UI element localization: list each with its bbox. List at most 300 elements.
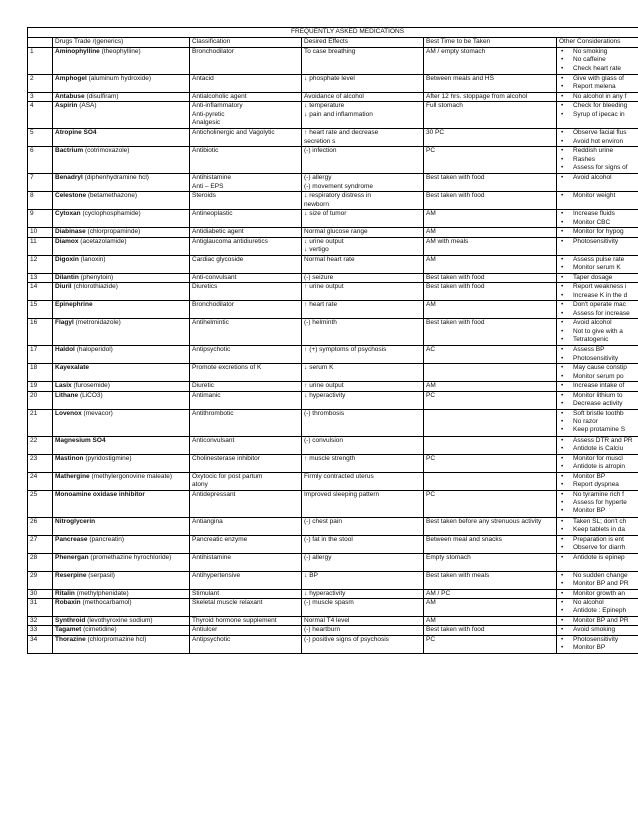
drug-generic-name: (disulfiram) bbox=[86, 93, 119, 100]
table-row bbox=[28, 283, 638, 301]
consideration-item: • No alcohol bbox=[559, 599, 638, 607]
row-number: 27 bbox=[28, 535, 53, 553]
drug-generic-name: (pyridostigmine) bbox=[85, 454, 132, 462]
desired-effects-cell bbox=[302, 301, 424, 319]
other-considerations-cell bbox=[557, 273, 638, 282]
classification-line: Antiangina bbox=[192, 517, 223, 525]
row-number: 3 bbox=[28, 93, 53, 102]
drug-name-cell bbox=[53, 301, 190, 319]
desired-effects-cell bbox=[302, 626, 424, 635]
row-number: 17 bbox=[28, 346, 53, 364]
consideration-item: • Assess for hyperte bbox=[559, 499, 638, 507]
drug-generic-name: (cyclophosphamide) bbox=[82, 210, 141, 218]
classification-line: Diuretic bbox=[192, 382, 215, 390]
drug-generic-name: (LiCO3) bbox=[79, 391, 103, 399]
table-row bbox=[28, 255, 638, 273]
desired-effects-cell bbox=[302, 535, 424, 553]
classification-line: Antithrombotic bbox=[192, 409, 234, 417]
effect-line bbox=[304, 473, 421, 481]
consideration-item: • Syrup of ipecac in bbox=[559, 111, 638, 119]
effect-line bbox=[304, 147, 421, 155]
consideration-item: • No caffeine bbox=[559, 56, 638, 64]
drug-trade-name: Bactrium bbox=[55, 147, 84, 155]
classification-cell bbox=[190, 283, 302, 301]
classification-cell bbox=[190, 210, 302, 228]
table-row bbox=[28, 174, 638, 192]
best-time-cell: Best taken with food bbox=[424, 626, 557, 635]
desired-effects-cell bbox=[302, 472, 424, 490]
effect-line bbox=[304, 301, 421, 309]
arrow-down-icon: ↓ bbox=[304, 210, 308, 218]
classification-line: Pancreatic enzyme bbox=[192, 535, 248, 543]
effect-line bbox=[304, 138, 421, 146]
drug-generic-name: (cotrimoxazole) bbox=[85, 147, 130, 155]
effect-line bbox=[304, 572, 421, 580]
classification-cell bbox=[190, 617, 302, 626]
header-best-time: Best Time to be Taken bbox=[424, 38, 557, 48]
consideration-item: • No tyramine rich f bbox=[559, 491, 638, 499]
classification-cell bbox=[190, 535, 302, 553]
drug-trade-name: Diamox bbox=[55, 237, 79, 245]
row-number: 33 bbox=[28, 626, 53, 635]
drug-trade-name: Cytoxan bbox=[55, 210, 81, 218]
drug-name-cell bbox=[53, 147, 190, 174]
row-number: 10 bbox=[28, 228, 53, 237]
other-considerations-cell bbox=[557, 346, 638, 364]
drug-trade-name: Magnesium SO4 bbox=[55, 436, 106, 444]
effect-text: serum K bbox=[309, 364, 334, 372]
effect-line bbox=[304, 238, 421, 246]
drug-trade-name: Dilantin bbox=[55, 273, 79, 281]
table-row bbox=[28, 535, 638, 553]
classification-line: Cholinesterase inhibitor bbox=[192, 454, 260, 462]
table-row bbox=[28, 454, 638, 472]
row-number: 26 bbox=[28, 517, 53, 535]
classification-cell bbox=[190, 192, 302, 210]
classification-cell bbox=[190, 129, 302, 147]
table-row bbox=[28, 75, 638, 93]
consideration-item: • Monitor CBC bbox=[559, 219, 638, 227]
effect-text: temperature bbox=[309, 102, 345, 110]
effect-line bbox=[304, 111, 421, 119]
effect-text: (-) convulsion bbox=[304, 436, 344, 444]
row-number: 1 bbox=[28, 48, 53, 75]
desired-effects-cell bbox=[302, 391, 424, 409]
best-time-cell: Full stomach bbox=[424, 102, 557, 129]
effect-text: urine output bbox=[309, 237, 344, 245]
consideration-item: • Avoid smoking bbox=[559, 626, 638, 634]
classification-line: Antimanic bbox=[192, 391, 221, 399]
classification-line: Antihistamine bbox=[192, 553, 232, 561]
classification-cell bbox=[190, 147, 302, 174]
consideration-item: • Photosensitivity bbox=[559, 355, 638, 363]
drug-trade-name: Haldol bbox=[55, 346, 75, 354]
drug-name-cell bbox=[53, 129, 190, 147]
other-considerations-cell bbox=[557, 283, 638, 301]
row-number: 23 bbox=[28, 454, 53, 472]
classification-cell bbox=[190, 301, 302, 319]
desired-effects-cell bbox=[302, 93, 424, 102]
best-time-cell: Best taken before any strenuous activity bbox=[424, 517, 557, 535]
drug-name-cell bbox=[53, 283, 190, 301]
drug-name-cell bbox=[53, 535, 190, 553]
other-considerations-cell bbox=[557, 589, 638, 598]
row-number: 18 bbox=[28, 364, 53, 382]
drug-name-cell bbox=[53, 228, 190, 237]
row-number: 7 bbox=[28, 174, 53, 192]
drug-generic-name: (mevacor) bbox=[83, 409, 113, 417]
drug-generic-name: (promethazine hyrochloride) bbox=[90, 553, 172, 561]
best-time-cell: AC bbox=[424, 346, 557, 364]
consideration-item: • May cause constip bbox=[559, 364, 638, 372]
classification-line: Antineoplastic bbox=[192, 210, 233, 218]
effect-line bbox=[304, 536, 421, 544]
desired-effects-cell bbox=[302, 346, 424, 364]
row-number: 25 bbox=[28, 490, 53, 517]
best-time-cell: Best taken with food bbox=[424, 319, 557, 346]
desired-effects-cell bbox=[302, 553, 424, 571]
best-time-cell: Best taken with food bbox=[424, 273, 557, 282]
arrow-down-icon: ↓ bbox=[304, 589, 308, 597]
drug-name-cell bbox=[53, 553, 190, 571]
row-number: 9 bbox=[28, 210, 53, 228]
classification-line: Anti – EPS bbox=[192, 182, 224, 190]
classification-line: Steroids bbox=[192, 192, 216, 200]
drug-generic-name: (lanoxin) bbox=[80, 255, 106, 263]
table-row bbox=[28, 382, 638, 391]
drug-name-cell bbox=[53, 273, 190, 282]
classification-line: Antiglaucoma antidiuretics bbox=[192, 237, 268, 245]
other-considerations-cell bbox=[557, 319, 638, 346]
consideration-item: • Avoid hot environ bbox=[559, 138, 638, 146]
consideration-item: • Soft bristle toothb bbox=[559, 410, 638, 418]
effect-line bbox=[304, 518, 421, 526]
drug-name-cell bbox=[53, 255, 190, 273]
classification-line: Antidepressant bbox=[192, 490, 236, 498]
consideration-item: • Decrease activity bbox=[559, 400, 638, 408]
table-row bbox=[28, 409, 638, 436]
other-considerations-cell bbox=[557, 237, 638, 255]
drug-name-cell bbox=[53, 391, 190, 409]
consideration-item: • Increase K in the d bbox=[559, 292, 638, 300]
best-time-cell: Empty stomach bbox=[424, 553, 557, 571]
desired-effects-cell bbox=[302, 454, 424, 472]
best-time-cell: AM with meals bbox=[424, 237, 557, 255]
consideration-item: • Increase fluids bbox=[559, 210, 638, 218]
medications-table bbox=[27, 27, 638, 654]
consideration-item: • Photosensitivity bbox=[559, 636, 638, 644]
table-row bbox=[28, 129, 638, 147]
desired-effects-cell bbox=[302, 436, 424, 454]
consideration-item: • Report weakness i bbox=[559, 283, 638, 291]
header-other-considerations: Other Considerations bbox=[557, 38, 638, 48]
drug-name-cell bbox=[53, 635, 190, 653]
drug-generic-name: (ASA) bbox=[79, 102, 97, 110]
effect-line bbox=[304, 48, 421, 56]
drug-trade-name: Mathergine bbox=[55, 472, 90, 480]
consideration-item: • Monitor BP and PR bbox=[559, 617, 638, 625]
effect-text: (-) fat in the stool bbox=[304, 535, 353, 543]
effect-line bbox=[304, 491, 421, 499]
consideration-item: • Keep protamine S bbox=[559, 426, 638, 434]
table-row bbox=[28, 553, 638, 571]
effect-text: (-) infection bbox=[304, 147, 337, 155]
other-considerations-cell bbox=[557, 174, 638, 192]
other-considerations-cell bbox=[557, 626, 638, 635]
effect-text: Normal T4 level bbox=[304, 617, 350, 625]
consideration-item: • Observe facial flus bbox=[559, 129, 638, 137]
desired-effects-cell bbox=[302, 228, 424, 237]
consideration-item: • Increase intake of bbox=[559, 382, 638, 390]
best-time-cell: Between meals and HS bbox=[424, 75, 557, 93]
classification-cell bbox=[190, 174, 302, 192]
desired-effects-cell bbox=[302, 571, 424, 589]
drug-generic-name: (diphenhydramine hcl) bbox=[84, 174, 149, 182]
drug-name-cell bbox=[53, 589, 190, 598]
arrow-up-icon: ↑ bbox=[304, 454, 308, 462]
medications-sheet bbox=[27, 27, 638, 654]
desired-effects-cell bbox=[302, 617, 424, 626]
best-time-cell: PC bbox=[424, 147, 557, 174]
effect-line bbox=[304, 410, 421, 418]
consideration-item: • No razor bbox=[559, 418, 638, 426]
effect-line bbox=[304, 382, 421, 390]
row-number: 21 bbox=[28, 409, 53, 436]
classification-cell bbox=[190, 319, 302, 346]
effect-line bbox=[304, 192, 421, 200]
best-time-cell: After 12 hrs. stoppage from alcohol bbox=[424, 93, 557, 102]
classification-line: Antihelmintic bbox=[192, 319, 229, 327]
row-number: 16 bbox=[28, 319, 53, 346]
consideration-item: • Rashes bbox=[559, 156, 638, 164]
classification-line: Thyroid hormone supplement bbox=[192, 617, 277, 625]
drug-generic-name: (pancreatin) bbox=[89, 535, 125, 543]
consideration-item: • Reddish urine bbox=[559, 147, 638, 155]
other-considerations-cell bbox=[557, 599, 638, 617]
classification-cell bbox=[190, 409, 302, 436]
drug-generic-name: (methylergonovine maleate) bbox=[91, 472, 173, 480]
consideration-item: • No smoking bbox=[559, 48, 638, 56]
drug-trade-name: Synthroid bbox=[55, 617, 86, 625]
consideration-item: • Keep tablets in da bbox=[559, 526, 638, 534]
consideration-item: • Monitor BP bbox=[559, 507, 638, 515]
classification-cell bbox=[190, 490, 302, 517]
classification-cell bbox=[190, 237, 302, 255]
classification-line: Anticonvulsant bbox=[192, 436, 235, 444]
drug-trade-name: Benadryl bbox=[55, 174, 83, 182]
classification-cell bbox=[190, 553, 302, 571]
table-row bbox=[28, 228, 638, 237]
other-considerations-cell bbox=[557, 454, 638, 472]
drug-name-cell bbox=[53, 364, 190, 382]
effect-text: respiratory distress in bbox=[309, 192, 372, 200]
effect-line bbox=[304, 274, 421, 282]
other-considerations-cell bbox=[557, 535, 638, 553]
consideration-item: • Monitor for hypog bbox=[559, 228, 638, 236]
desired-effects-cell bbox=[302, 129, 424, 147]
classification-line: Diuretics bbox=[192, 283, 218, 291]
effect-text: BP bbox=[309, 571, 318, 579]
table-row bbox=[28, 192, 638, 210]
consideration-item: • No sudden change bbox=[559, 572, 638, 580]
table-row bbox=[28, 346, 638, 364]
effect-line bbox=[304, 626, 421, 634]
row-number: 22 bbox=[28, 436, 53, 454]
table-row bbox=[28, 364, 638, 382]
drug-trade-name: Thorazine bbox=[55, 635, 86, 643]
effect-text: To case breathing bbox=[304, 48, 356, 55]
desired-effects-cell bbox=[302, 409, 424, 436]
effect-text: secretion s bbox=[304, 137, 336, 145]
table-row bbox=[28, 147, 638, 174]
drug-name-cell bbox=[53, 436, 190, 454]
effect-text: urine output bbox=[309, 283, 344, 291]
table-row bbox=[28, 102, 638, 129]
drug-name-cell bbox=[53, 599, 190, 617]
desired-effects-cell bbox=[302, 517, 424, 535]
row-number: 15 bbox=[28, 301, 53, 319]
other-considerations-cell bbox=[557, 617, 638, 626]
drug-name-cell bbox=[53, 454, 190, 472]
consideration-item: • Give with glass of bbox=[559, 75, 638, 83]
consideration-item: • Taken SL; don't ch bbox=[559, 518, 638, 526]
table-row bbox=[28, 301, 638, 319]
effect-line bbox=[304, 455, 421, 463]
consideration-item: • Antidote is atropin bbox=[559, 463, 638, 471]
desired-effects-cell bbox=[302, 490, 424, 517]
drug-generic-name: (chlorpromazine hcl) bbox=[87, 635, 147, 643]
effect-text: (-) seizure bbox=[304, 273, 334, 281]
consideration-item: • Monitor for muscl bbox=[559, 455, 638, 463]
consideration-item: • Check for bleeding bbox=[559, 102, 638, 110]
drug-name-cell bbox=[53, 571, 190, 589]
best-time-cell: PC bbox=[424, 391, 557, 409]
effect-text: (-) thrombosis bbox=[304, 409, 345, 417]
classification-line: Antialcoholic agent bbox=[192, 93, 247, 100]
drug-trade-name: Pancrease bbox=[55, 535, 88, 543]
drug-trade-name: Nitroglycerin bbox=[55, 517, 96, 525]
drug-generic-name: (betamethazone) bbox=[87, 192, 138, 200]
row-number: 13 bbox=[28, 273, 53, 282]
consideration-item: • Assess BP bbox=[559, 346, 638, 354]
drug-name-cell bbox=[53, 382, 190, 391]
effect-line bbox=[304, 392, 421, 400]
other-considerations-cell bbox=[557, 553, 638, 571]
best-time-cell: AM bbox=[424, 599, 557, 617]
effect-text: Normal glucose range bbox=[304, 228, 368, 236]
effect-text: (-) muscle spasm bbox=[304, 599, 354, 607]
table-row bbox=[28, 599, 638, 617]
effect-line bbox=[304, 364, 421, 372]
other-considerations-cell bbox=[557, 382, 638, 391]
classification-cell bbox=[190, 75, 302, 93]
row-number: 2 bbox=[28, 75, 53, 93]
drug-generic-name: (aluminum hydroxide) bbox=[88, 75, 152, 82]
drug-name-cell bbox=[53, 472, 190, 490]
drug-trade-name: Mastinon bbox=[55, 454, 84, 462]
classification-line: Antacid bbox=[192, 75, 214, 82]
table-row bbox=[28, 517, 638, 535]
drug-trade-name: Antabuse bbox=[55, 93, 85, 100]
consideration-item: • Check heart rate bbox=[559, 65, 638, 73]
drug-generic-name: (theophylline) bbox=[101, 48, 141, 55]
classification-line: Antiulcer bbox=[192, 626, 218, 634]
classification-cell bbox=[190, 599, 302, 617]
desired-effects-cell bbox=[302, 147, 424, 174]
drug-trade-name: Ritalin bbox=[55, 589, 75, 597]
classification-cell bbox=[190, 346, 302, 364]
classification-cell bbox=[190, 391, 302, 409]
effect-line bbox=[304, 246, 421, 254]
other-considerations-cell bbox=[557, 391, 638, 409]
best-time-cell: AM bbox=[424, 382, 557, 391]
effect-line bbox=[304, 93, 421, 101]
drug-generic-name: (chlorpropaminde) bbox=[87, 228, 141, 236]
consideration-item: • Preparation is ent bbox=[559, 536, 638, 544]
other-considerations-cell bbox=[557, 255, 638, 273]
consideration-item: • Antidote is Calciu bbox=[559, 445, 638, 453]
drug-generic-name: (serpasil) bbox=[88, 571, 115, 579]
table-row bbox=[28, 589, 638, 598]
best-time-cell: AM / empty stomach bbox=[424, 48, 557, 75]
effect-text: muscle strength bbox=[309, 454, 356, 462]
desired-effects-cell bbox=[302, 210, 424, 228]
drug-trade-name: Tagamet bbox=[55, 626, 82, 634]
best-time-cell bbox=[424, 364, 557, 382]
desired-effects-cell bbox=[302, 192, 424, 210]
table-row bbox=[28, 617, 638, 626]
table-row bbox=[28, 93, 638, 102]
desired-effects-cell bbox=[302, 382, 424, 391]
consideration-item: • Monitor growth an bbox=[559, 590, 638, 598]
table-row bbox=[28, 210, 638, 228]
header-row bbox=[28, 38, 638, 48]
header-number bbox=[28, 38, 53, 48]
drug-name-cell bbox=[53, 210, 190, 228]
arrow-down-icon: ↓ bbox=[304, 102, 308, 110]
effect-text: size of tumor bbox=[309, 210, 347, 218]
effect-line bbox=[304, 636, 421, 644]
drug-generic-name: (haloperidol) bbox=[76, 346, 113, 354]
effect-line bbox=[304, 256, 421, 264]
best-time-cell: Best taken with meals bbox=[424, 571, 557, 589]
other-considerations-cell bbox=[557, 93, 638, 102]
row-number: 4 bbox=[28, 102, 53, 129]
effect-line bbox=[304, 554, 421, 562]
best-time-cell bbox=[424, 436, 557, 454]
effect-line bbox=[304, 617, 421, 625]
effect-text: (-) positive signs of psychosis bbox=[304, 635, 389, 643]
other-considerations-cell bbox=[557, 228, 638, 237]
consideration-item: • Monitor BP bbox=[559, 644, 638, 652]
drug-trade-name: Atropine SO4 bbox=[55, 129, 97, 137]
effect-line bbox=[304, 319, 421, 327]
arrow-down-icon: ↓ bbox=[304, 237, 308, 245]
consideration-item: • Antidote is epinep bbox=[559, 554, 638, 562]
drug-name-cell bbox=[53, 626, 190, 635]
desired-effects-cell bbox=[302, 319, 424, 346]
table-row bbox=[28, 571, 638, 589]
consideration-item: • Monitor BP and PR bbox=[559, 580, 638, 588]
drug-trade-name: Flagyl bbox=[55, 319, 74, 327]
desired-effects-cell bbox=[302, 174, 424, 192]
other-considerations-cell bbox=[557, 472, 638, 490]
drug-name-cell bbox=[53, 346, 190, 364]
classification-line: atony bbox=[192, 481, 208, 489]
drug-trade-name: Monoamine oxidase inhibitor bbox=[55, 490, 145, 498]
effect-line bbox=[304, 590, 421, 598]
effect-text: phosphate level bbox=[309, 75, 355, 82]
